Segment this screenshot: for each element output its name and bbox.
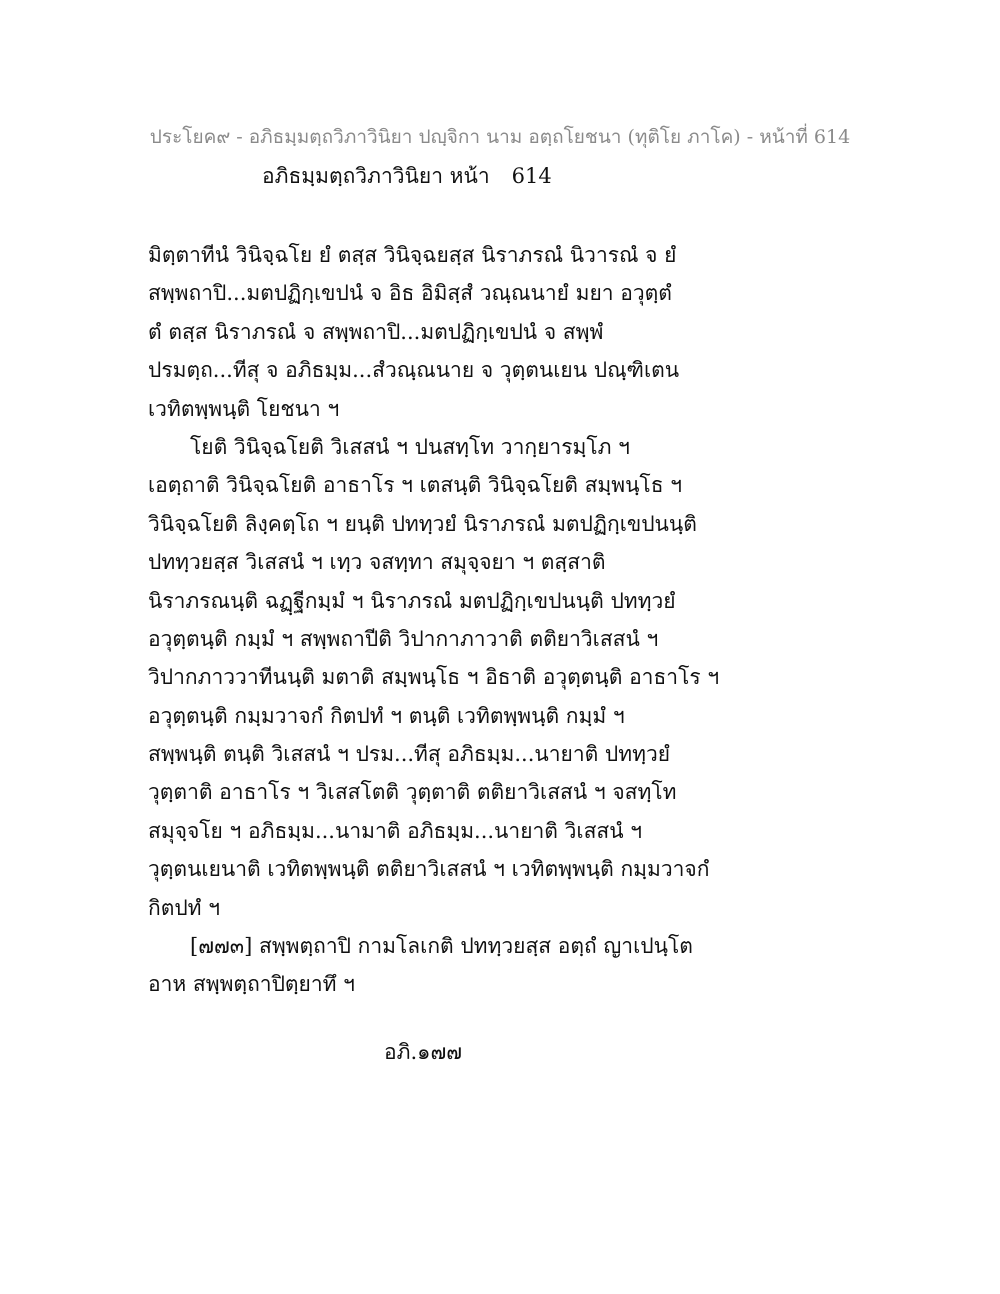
text-line: สพฺพถาปิ...มตปฏิกฺเขปนํ จ อิธ อิมิสฺสํ วณฺณนายํ มยา อวุตฺตํ [148, 281, 672, 306]
paragraph-start-line: โยติ วินิจฺฉโยติ วิเสสนํ ฯ ปนสทฺโท วากฺยารมฺโภ ฯ [190, 434, 630, 459]
text-line: มิตฺตาทีนํ วินิจฺฉโย ยํ ตสฺส วินิจฺฉยสฺส นิราภรณํ นิวารณํ จ ยํ [148, 243, 677, 267]
text-line: อวุตฺตนฺติ กมฺมํ ฯ สพฺพถาปีติ วิปากาภาวาติ ตติยาวิเสสนํ ฯ [148, 626, 659, 651]
text-line: เวทิตพฺพนฺติ โยชนา ฯ [148, 396, 340, 421]
text-line: นิราภรณนฺติ ฉฏฺฐีกมฺมํ ฯ นิราภรณํ มตปฏิกฺเขปนนฺติ ปททฺวยํ [148, 588, 676, 613]
text-line: ปททฺวยสฺส วิเสสนํ ฯ เทฺว จสทฺทา สมุจฺจยา ฯ ตสฺสาติ [148, 550, 606, 575]
text-line: อวุตฺตนฺติ กมฺมวาจกํ กิตปทํ ฯ ตนฺติ เวทิตพฺพนฺติ กมฺมํ ฯ [148, 703, 625, 728]
page-footer-code: อภิ.๑๗๗ [384, 1040, 463, 1064]
text-line: วิปากภาววาทีนนฺติ มตาติ สมฺพนฺโธ ฯ อิธาติ อวุตฺตนฺติ อาธาโร ฯ [148, 665, 720, 690]
paragraph-start-line: [๗๗๓] สพฺพตฺถาปิ กามโลเกติ ปททฺวยสฺส อตฺถํ ญาเปนฺโต [190, 934, 693, 959]
text-line: สพฺพนฺติ ตนฺติ วิเสสนํ ฯ ปรม...ทีสุ อภิธมฺม...นายาติ ปททฺวยํ [148, 742, 671, 767]
text-line: อาห สพฺพตฺถาปิตฺยาทึ ฯ [148, 972, 355, 997]
text-line: วินิจฺฉโยติ ลิงฺคตฺโถ ฯ ยนฺติ ปททฺวยํ นิราภรณํ มตปฏิกฺเขปนนฺติ [148, 511, 697, 536]
text-line: วุตฺตาติ อาธาโร ฯ วิเสสโตติ วุตฺตาติ ตติยาวิเสสนํ ฯ จสทฺโท [148, 780, 677, 805]
running-header: ประโยค๙ - อภิธมฺมตฺถวิภาวินิยา ปญฺจิกา นาม อตฺถโยชนา (ทุติโย ภาโค) - หน้าที่ 614 [149, 126, 851, 148]
text-line: วุตฺตนเยนาติ เวทิตพฺพนฺติ ตติยาวิเสสนํ ฯ เวทิตพฺพนฺติ กมฺมวาจกํ [148, 857, 710, 882]
body-text [148, 236, 848, 1004]
text-line: กิตปทํ ฯ [148, 895, 220, 920]
page-heading [262, 160, 552, 193]
book-title: อภิธมฺมตฺถวิภาวินิยา หน้า [262, 164, 490, 188]
page-number: 614 [511, 164, 552, 188]
text-line: เอตฺถาติ วินิจฺฉโยติ อาธาโร ฯ เตสนฺติ วินิจฺฉโยติ สมฺพนฺโธ ฯ [148, 473, 682, 498]
text-line: ตํ ตสฺส นิราภรณํ จ สพฺพถาปิ...มตปฏิกฺเขปนํ จ สพฺพํ [148, 319, 604, 344]
text-line: ปรมตฺถ...ทีสุ จ อภิธมฺม...สํวณฺณนาย จ วุตฺตนเยน ปณฺฑิเตน [148, 358, 680, 383]
text-line: สมุจฺจโย ฯ อภิธมฺม...นามาติ อภิธมฺม...นายาติ วิเสสนํ ฯ [148, 818, 643, 843]
